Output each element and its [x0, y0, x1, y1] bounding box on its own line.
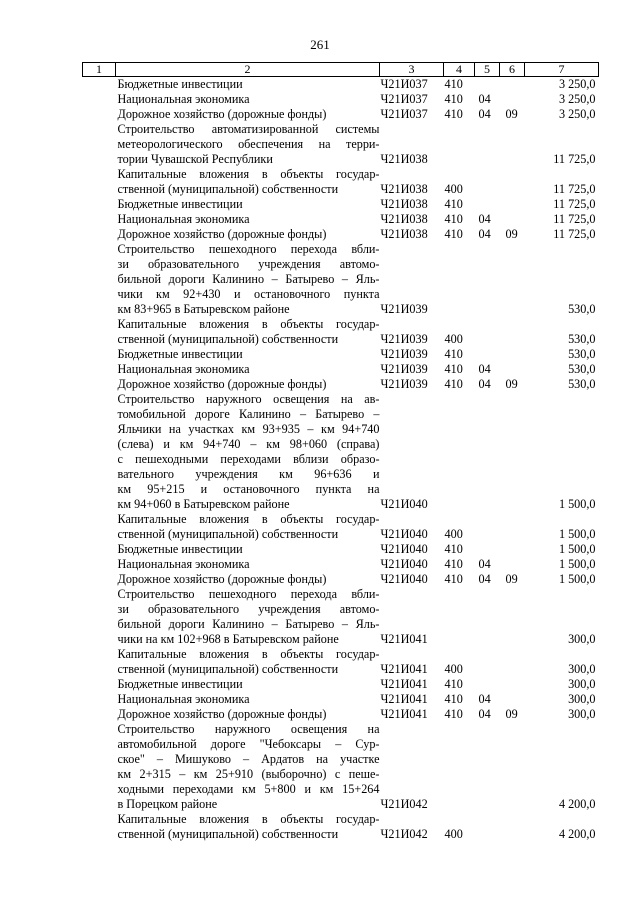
row-number-cell — [83, 677, 116, 692]
row-number-cell — [83, 707, 116, 722]
row-number-cell — [83, 692, 116, 707]
table-row — [83, 647, 599, 677]
code-cell: Ч21И038 — [380, 212, 428, 226]
item-name-line: ственной (муниципальной) собственности — [117, 332, 339, 346]
item-name-line: Капитальные вложения в объекты государ- — [117, 167, 380, 181]
table-row — [83, 107, 599, 122]
item-name-cell — [116, 122, 380, 167]
amount-cell: 1 500,0 — [558, 557, 596, 571]
item-name-line: Бюджетные инвестиции — [117, 677, 243, 691]
amount-cell: 3 250,0 — [558, 77, 596, 91]
item-name-cell — [116, 677, 380, 692]
section-cell — [475, 317, 500, 347]
subsection-cell — [500, 317, 525, 347]
item-name-line: Капитальные вложения в объекты государ- — [117, 317, 380, 331]
item-name-line: вательного учреждения км 96+636 и — [117, 467, 380, 481]
expense-type-cell: 400 — [444, 662, 463, 676]
subsection-cell — [500, 557, 525, 572]
code-cell: Ч21И037 — [380, 77, 428, 91]
expense-type-cell — [444, 122, 475, 167]
row-number-cell — [83, 377, 116, 392]
subsection-cell — [500, 167, 525, 197]
row-number-cell — [83, 722, 116, 812]
item-name-line: в Порецком районе — [117, 797, 218, 811]
code-cell: Ч21И039 — [380, 377, 428, 391]
table-row — [83, 227, 599, 242]
item-name-cell — [116, 542, 380, 557]
code-cell: Ч21И041 — [380, 692, 428, 706]
subsection-cell — [500, 677, 525, 692]
amount-cell: 300,0 — [568, 707, 596, 721]
table-row — [83, 572, 599, 587]
code-cell: Ч21И042 — [380, 827, 428, 841]
item-name-line: Капитальные вложения в объекты государ- — [117, 812, 380, 826]
amount-cell: 300,0 — [568, 662, 596, 676]
code-cell: Ч21И040 — [380, 527, 428, 541]
item-name-line: Дорожное хозяйство (дорожные фонды) — [117, 377, 327, 391]
item-name-line: Национальная экономика — [117, 692, 250, 706]
item-name-cell — [116, 572, 380, 587]
expense-type-cell: 410 — [444, 92, 463, 106]
code-cell: Ч21И040 — [380, 572, 428, 586]
amount-cell: 11 725,0 — [553, 197, 596, 211]
table-row — [83, 722, 599, 812]
item-name-line: Строительство автоматизированной системы — [117, 122, 380, 136]
item-name-line: ское" – Мишуково – Ардатов на участке — [117, 752, 380, 766]
expense-type-cell — [444, 242, 475, 317]
expense-type-cell: 410 — [444, 707, 463, 721]
amount-cell: 1 500,0 — [558, 542, 596, 556]
row-number-cell — [83, 77, 116, 93]
amount-cell: 4 200,0 — [558, 827, 596, 841]
expense-type-cell: 410 — [444, 677, 463, 691]
code-cell: Ч21И039 — [380, 302, 428, 316]
row-number-cell — [83, 392, 116, 512]
amount-cell: 1 500,0 — [558, 527, 596, 541]
item-name-cell — [116, 77, 380, 93]
item-name-line: ственной (муниципальной) собственности — [117, 182, 339, 196]
column-header-3: 3 — [380, 63, 444, 77]
table-row — [83, 542, 599, 557]
section-cell: 04 — [478, 107, 491, 121]
table-row — [83, 587, 599, 647]
table-row — [83, 92, 599, 107]
expense-type-cell: 410 — [444, 692, 463, 706]
section-cell — [475, 722, 500, 812]
amount-cell: 11 725,0 — [553, 227, 596, 241]
row-number-cell — [83, 107, 116, 122]
item-name-line: км 94+060 в Батыревском районе — [117, 497, 290, 511]
item-name-line: зи образовательного учреждения автомо- — [117, 257, 380, 271]
amount-cell: 300,0 — [568, 677, 596, 691]
table-row — [83, 362, 599, 377]
section-cell — [475, 587, 500, 647]
subsection-cell — [500, 512, 525, 542]
expense-type-cell: 410 — [444, 212, 463, 226]
item-name-line: тории Чувашской Республики — [117, 152, 273, 166]
amount-cell: 3 250,0 — [558, 107, 596, 121]
item-name-cell — [116, 197, 380, 212]
table-row — [83, 167, 599, 197]
subsection-cell: 09 — [505, 377, 518, 391]
subsection-cell — [500, 812, 525, 842]
table-row — [83, 392, 599, 512]
item-name-line: ственной (муниципальной) собственности — [117, 527, 339, 541]
subsection-cell: 09 — [505, 572, 518, 586]
row-number-cell — [83, 512, 116, 542]
section-cell: 04 — [478, 692, 491, 706]
expense-type-cell: 400 — [444, 527, 463, 541]
item-name-line: бильной дороги Калинино – Батырево – Яль- — [117, 272, 380, 286]
item-name-cell — [116, 92, 380, 107]
expense-type-cell: 400 — [444, 827, 463, 841]
item-name-line: томобильной дороге Калинино – Батырево – — [117, 407, 380, 421]
subsection-cell — [500, 242, 525, 317]
code-cell: Ч21И040 — [380, 497, 428, 511]
subsection-cell: 09 — [505, 707, 518, 721]
expense-type-cell: 400 — [444, 332, 463, 346]
item-name-cell — [116, 692, 380, 707]
code-cell: Ч21И037 — [380, 107, 428, 121]
code-cell: Ч21И041 — [380, 677, 428, 691]
code-cell: Ч21И041 — [380, 632, 428, 646]
subsection-cell — [500, 77, 525, 93]
column-header-6: 6 — [500, 63, 525, 77]
item-name-line: км 95+215 и остановочного пункта на — [117, 482, 380, 496]
table-header — [83, 63, 599, 77]
column-header-1: 1 — [83, 63, 116, 77]
amount-cell: 1 500,0 — [558, 497, 596, 511]
code-cell: Ч21И041 — [380, 707, 428, 721]
amount-cell: 300,0 — [568, 632, 596, 646]
amount-cell: 530,0 — [568, 362, 596, 376]
section-cell: 04 — [478, 362, 491, 376]
table-row — [83, 347, 599, 362]
code-cell: Ч21И038 — [380, 227, 428, 241]
column-header-7: 7 — [525, 63, 599, 77]
table-row — [83, 77, 599, 93]
item-name-cell — [116, 242, 380, 317]
item-name-line: чики км 92+430 и остановочного пункта — [117, 287, 380, 301]
budget-table — [82, 62, 599, 842]
table-row — [83, 122, 599, 167]
item-name-line: Дорожное хозяйство (дорожные фонды) — [117, 107, 327, 121]
item-name-line: (слева) и км 94+740 – км 98+060 (справа) — [117, 437, 380, 451]
item-name-cell — [116, 812, 380, 842]
expense-type-cell: 410 — [444, 362, 463, 376]
expense-type-cell: 410 — [444, 572, 463, 586]
item-name-line: Дорожное хозяйство (дорожные фонды) — [117, 707, 327, 721]
code-cell: Ч21И041 — [380, 662, 428, 676]
item-name-line: Бюджетные инвестиции — [117, 77, 243, 91]
row-number-cell — [83, 242, 116, 317]
table-body — [83, 77, 599, 843]
item-name-line: Строительство наружного освещения на ав- — [117, 392, 380, 406]
item-name-cell — [116, 587, 380, 647]
row-number-cell — [83, 92, 116, 107]
column-header-4: 4 — [444, 63, 475, 77]
row-number-cell — [83, 122, 116, 167]
subsection-cell — [500, 362, 525, 377]
section-cell: 04 — [478, 377, 491, 391]
item-name-line: ходными переходами км 5+800 и км 15+264 — [117, 782, 380, 796]
row-number-cell — [83, 572, 116, 587]
row-number-cell — [83, 542, 116, 557]
expense-type-cell: 410 — [444, 557, 463, 571]
item-name-line: Дорожное хозяйство (дорожные фонды) — [117, 572, 327, 586]
row-number-cell — [83, 587, 116, 647]
table-row — [83, 212, 599, 227]
amount-cell: 11 725,0 — [553, 212, 596, 226]
item-name-line: Капитальные вложения в объекты государ- — [117, 647, 380, 661]
table-row — [83, 377, 599, 392]
row-number-cell — [83, 647, 116, 677]
item-name-line: Национальная экономика — [117, 362, 250, 376]
item-name-cell — [116, 212, 380, 227]
subsection-cell — [500, 722, 525, 812]
item-name-line: Яльчики на участках км 93+935 – км 94+740 — [117, 422, 380, 436]
subsection-cell — [500, 587, 525, 647]
subsection-cell — [500, 692, 525, 707]
item-name-cell — [116, 647, 380, 677]
section-cell: 04 — [478, 557, 491, 571]
table-row — [83, 677, 599, 692]
section-cell — [475, 197, 500, 212]
section-cell — [475, 167, 500, 197]
item-name-cell — [116, 512, 380, 542]
row-number-cell — [83, 212, 116, 227]
row-number-cell — [83, 557, 116, 572]
item-name-line: Бюджетные инвестиции — [117, 347, 243, 361]
section-cell — [475, 512, 500, 542]
item-name-line: Дорожное хозяйство (дорожные фонды) — [117, 227, 327, 241]
section-cell — [475, 647, 500, 677]
code-cell: Ч21И039 — [380, 332, 428, 346]
amount-cell: 1 500,0 — [558, 572, 596, 586]
section-cell: 04 — [478, 707, 491, 721]
column-header-2: 2 — [116, 63, 380, 77]
section-cell — [475, 392, 500, 512]
item-name-line: зи образовательного учреждения автомо- — [117, 602, 380, 616]
item-name-cell — [116, 377, 380, 392]
item-name-line: метеорологического обеспечения на терри- — [117, 137, 380, 151]
item-name-line: Бюджетные инвестиции — [117, 197, 243, 211]
subsection-cell — [500, 647, 525, 677]
table-row — [83, 317, 599, 347]
row-number-cell — [83, 227, 116, 242]
subsection-cell — [500, 392, 525, 512]
expense-type-cell — [444, 587, 475, 647]
table-row — [83, 557, 599, 572]
item-name-line: ственной (муниципальной) собственности — [117, 662, 339, 676]
amount-cell: 300,0 — [568, 692, 596, 706]
code-cell: Ч21И040 — [380, 557, 428, 571]
subsection-cell — [500, 347, 525, 362]
section-cell: 04 — [478, 572, 491, 586]
item-name-cell — [116, 167, 380, 197]
subsection-cell: 09 — [505, 227, 518, 241]
table-row — [83, 197, 599, 212]
subsection-cell — [500, 542, 525, 557]
section-cell — [475, 77, 500, 93]
amount-cell: 530,0 — [568, 332, 596, 346]
amount-cell: 530,0 — [568, 377, 596, 391]
code-cell: Ч21И039 — [380, 347, 428, 361]
code-cell: Ч21И042 — [380, 797, 428, 811]
amount-cell: 11 725,0 — [553, 152, 596, 166]
code-cell: Ч21И040 — [380, 542, 428, 556]
section-cell — [475, 242, 500, 317]
item-name-line: Строительство наружного освещения на — [117, 722, 380, 736]
page-number: 261 — [310, 37, 330, 52]
amount-cell: 530,0 — [568, 347, 596, 361]
item-name-line: км 83+965 в Батыревском районе — [117, 302, 290, 316]
code-cell: Ч21И037 — [380, 92, 428, 106]
item-name-cell — [116, 722, 380, 812]
expense-type-cell: 410 — [444, 77, 463, 91]
subsection-cell — [500, 92, 525, 107]
row-number-cell — [83, 362, 116, 377]
item-name-cell — [116, 347, 380, 362]
table-row — [83, 812, 599, 842]
section-cell — [475, 122, 500, 167]
row-number-cell — [83, 167, 116, 197]
expense-type-cell: 410 — [444, 377, 463, 391]
item-name-line: Строительство пешеходного перехода вбли- — [117, 587, 380, 601]
amount-cell: 4 200,0 — [558, 797, 596, 811]
amount-cell: 11 725,0 — [553, 182, 596, 196]
subsection-cell — [500, 212, 525, 227]
expense-type-cell: 410 — [444, 107, 463, 121]
item-name-cell — [116, 557, 380, 572]
item-name-cell — [116, 392, 380, 512]
item-name-line: Национальная экономика — [117, 557, 250, 571]
section-cell: 04 — [478, 227, 491, 241]
section-cell — [475, 542, 500, 557]
amount-cell: 530,0 — [568, 302, 596, 316]
subsection-cell: 09 — [505, 107, 518, 121]
expense-type-cell — [444, 722, 475, 812]
subsection-cell — [500, 197, 525, 212]
row-number-cell — [83, 317, 116, 347]
row-number-cell — [83, 197, 116, 212]
code-cell: Ч21И039 — [380, 362, 428, 376]
section-cell — [475, 347, 500, 362]
item-name-line: бильной дороги Калинино – Батырево – Яль- — [117, 617, 380, 631]
subsection-cell — [500, 122, 525, 167]
code-cell: Ч21И038 — [380, 197, 428, 211]
section-cell — [475, 812, 500, 842]
item-name-line: с пешеходными переходами вблизи образо- — [117, 452, 380, 466]
column-header-5: 5 — [475, 63, 500, 77]
item-name-line: Национальная экономика — [117, 212, 250, 226]
table-row — [83, 692, 599, 707]
expense-type-cell: 400 — [444, 182, 463, 196]
item-name-line: Строительство пешеходного перехода вбли- — [117, 242, 380, 256]
item-name-cell — [116, 107, 380, 122]
row-number-cell — [83, 812, 116, 842]
expense-type-cell: 410 — [444, 347, 463, 361]
item-name-line: км 2+315 – км 25+910 (выборочно) с пеше- — [117, 767, 380, 781]
item-name-line: чики на км 102+968 в Батыревском районе — [117, 632, 339, 646]
table-row — [83, 512, 599, 542]
item-name-line: автомобильной дороге "Чебоксары – Сур- — [117, 737, 380, 751]
section-cell: 04 — [478, 92, 491, 106]
item-name-line: Капитальные вложения в объекты государ- — [117, 512, 380, 526]
table-row — [83, 242, 599, 317]
expense-type-cell: 410 — [444, 542, 463, 556]
section-cell — [475, 677, 500, 692]
row-number-cell — [83, 347, 116, 362]
expense-type-cell: 410 — [444, 227, 463, 241]
item-name-cell — [116, 317, 380, 347]
item-name-line: ственной (муниципальной) собственности — [117, 827, 339, 841]
code-cell: Ч21И038 — [380, 182, 428, 196]
expense-type-cell — [444, 392, 475, 512]
item-name-cell — [116, 707, 380, 722]
item-name-cell — [116, 362, 380, 377]
item-name-cell — [116, 227, 380, 242]
table-row — [83, 707, 599, 722]
item-name-line: Бюджетные инвестиции — [117, 542, 243, 556]
code-cell: Ч21И038 — [380, 152, 428, 166]
item-name-line: Национальная экономика — [117, 92, 250, 106]
header-row — [83, 63, 599, 77]
expense-type-cell: 410 — [444, 197, 463, 211]
section-cell: 04 — [478, 212, 491, 226]
amount-cell: 3 250,0 — [558, 92, 596, 106]
